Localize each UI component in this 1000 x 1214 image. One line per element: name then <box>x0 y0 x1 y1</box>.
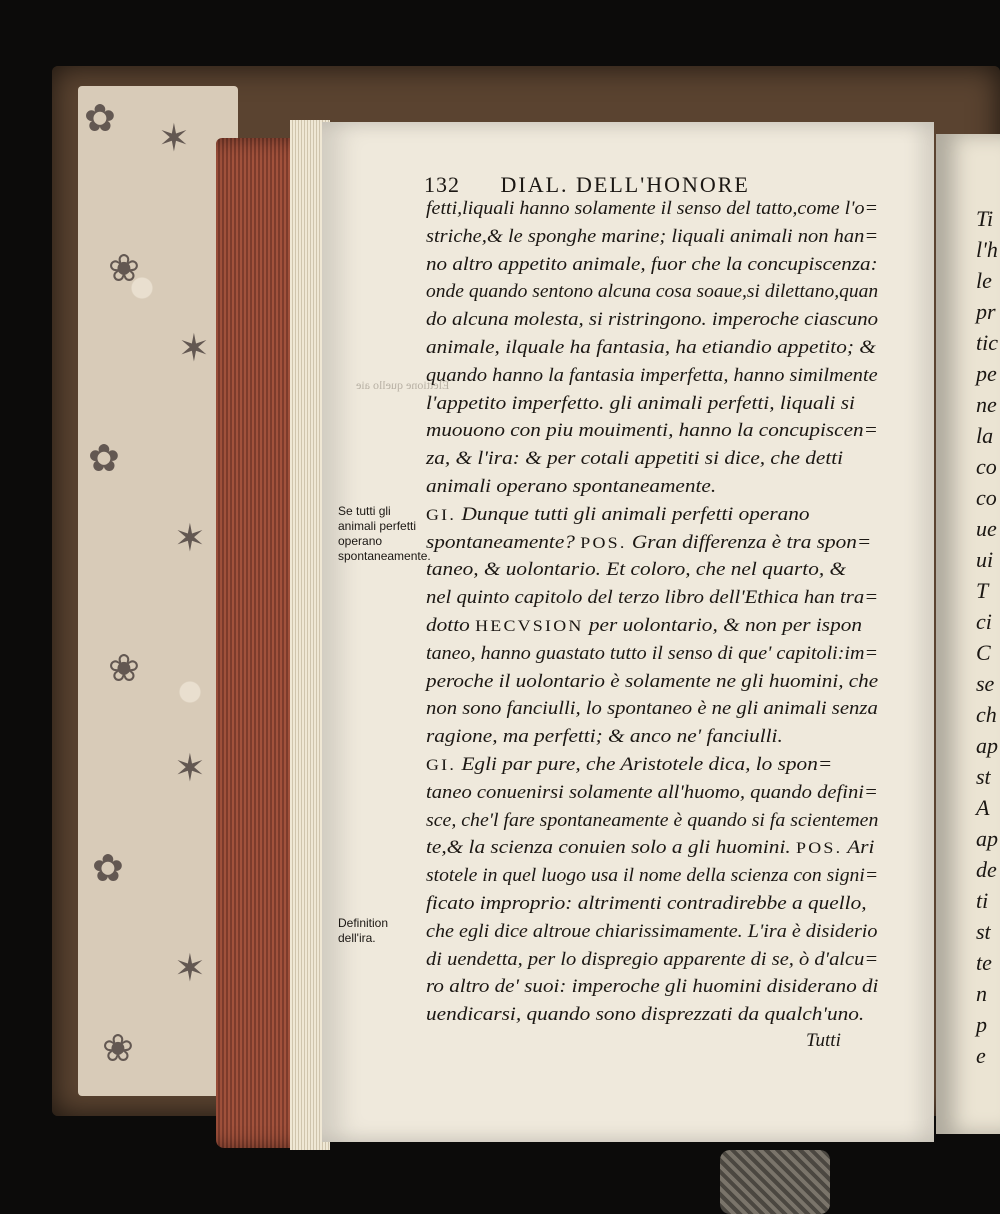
facing-fragment: ne <box>976 392 997 417</box>
facing-fragment: de <box>976 857 997 882</box>
facing-fragment: l'h <box>976 237 998 262</box>
text-line: che egli dice altroue chiarissimamente. L'ira è disiderio <box>426 920 878 942</box>
facing-fragment: Ti <box>976 206 994 231</box>
text-line: te,& la scienza conuien solo a gli huomini. POS. Ari <box>426 837 875 859</box>
text-line: ragione, ma perfetti; & anco ne' fanciulli. <box>426 726 783 748</box>
flower-motif-icon: ✿ <box>92 846 124 890</box>
text-line: nel quinto capitolo del terzo libro dell'Ethica han tra= <box>426 587 879 609</box>
facing-fragment: ch <box>976 702 997 727</box>
star-motif-icon: ✶ <box>174 516 206 560</box>
facing-fragment: le <box>976 268 992 293</box>
text-line: uendicarsi, quando sono disprezzati da qualch'uno. <box>426 1004 865 1026</box>
text-line: GI. Egli par pure, che Aristotele dica, lo spon= <box>426 754 833 775</box>
text-line: muouono con piu mouimenti, hanno la concupiscen= <box>426 420 878 442</box>
facing-fragment: st <box>976 764 991 789</box>
text-line: di uendetta, per lo dispregio apparente di se, ò d'alcu= <box>426 948 879 970</box>
flower-motif-icon: ❀ <box>108 646 140 690</box>
text-line: onde quando sentono alcuna cosa soaue,si dilettano,quan <box>426 281 879 303</box>
facing-fragment: A <box>976 795 990 820</box>
text-line: animali operano spontaneamente. <box>426 476 717 497</box>
star-motif-icon: ✶ <box>158 116 190 160</box>
running-head <box>424 172 844 198</box>
facing-fragment: ap <box>976 733 998 758</box>
facing-fragment: n <box>976 981 987 1006</box>
facing-fragment: se <box>976 671 995 696</box>
text-line: no altro appetito animale, fuor che la concupiscenza: <box>426 253 878 275</box>
text-line: l'appetito imperfetto. gli animali perfetti, liquali si <box>426 392 855 414</box>
text-line: animale, ilquale ha fantasia, ha etiandio appetito; & <box>426 337 876 358</box>
margin-note: Definition dell'ira. <box>338 916 389 945</box>
facing-fragment: T <box>976 578 989 603</box>
facing-fragment: ui <box>976 547 994 572</box>
facing-fragment: C <box>976 640 991 665</box>
text-line: GI. Dunque tutti gli animali perfetti operano <box>426 503 810 525</box>
facing-fragment: la <box>976 423 994 448</box>
star-motif-icon: ✶ <box>174 946 206 990</box>
facing-fragment: ci <box>976 609 992 634</box>
text-line: peroche il uolontario è solamente ne gli huomini, che <box>426 670 879 692</box>
text-line: taneo, hanno guastato tutto il senso di que' capitoli:im= <box>426 642 879 664</box>
facing-fragment: p <box>976 1012 987 1037</box>
text-line: dotto HECVSION per uolontario, & non per ispon <box>426 615 863 636</box>
page-number: 132 <box>424 172 460 197</box>
text-line: do alcuna molesta, si ristringono. imperoche ciascuno <box>426 309 879 331</box>
facing-fragment: co <box>976 485 997 510</box>
facing-fragment: pe <box>976 361 997 386</box>
facing-fragment: te <box>976 950 992 975</box>
facing-page <box>936 134 1000 1134</box>
facing-fragment: e <box>976 1043 986 1068</box>
running-title: DIAL. DELL'HONORE <box>500 172 750 197</box>
facing-fragment: tic <box>976 330 998 355</box>
text-line: non sono fanciulli, lo spontaneo è ne gli animali senza <box>426 698 878 720</box>
flower-motif-icon: ❀ <box>108 246 140 290</box>
star-motif-icon: ✶ <box>178 326 210 370</box>
facing-fragment: co <box>976 454 997 479</box>
facing-fragment: ti <box>976 888 989 913</box>
facing-fragment: ap <box>976 826 998 851</box>
facing-fragment: st <box>976 919 991 944</box>
text-line: striche,& le sponghe marine; liquali animali non han= <box>426 225 879 247</box>
flower-motif-icon: ✿ <box>88 436 120 480</box>
text-line: taneo, & uolontario. Et coloro, che nel quarto, & <box>426 559 847 581</box>
margin-note: Se tutti gli animali perfetti operano spontaneamente. <box>338 504 431 563</box>
flower-motif-icon: ❀ <box>102 1026 134 1070</box>
text-line: spontaneamente? POS. Gran differenza è tra spon= <box>426 531 872 553</box>
text-line: za, & l'ira: & per cotali appetiti si dice, che detti <box>426 448 844 470</box>
catchword: Tutti <box>806 1030 841 1051</box>
text-line: taneo conuenirsi solamente all'huomo, quando defini= <box>426 781 878 803</box>
marbled-endpaper <box>78 86 238 1096</box>
text-line: fetti,liquali hanno solamente il senso del tatto,come l'o= <box>426 198 879 219</box>
text-line: stotele in quel luogo usa il nome della scienza con signi= <box>426 865 879 887</box>
text-line: ficato improprio: altrimenti contradirebbe a quello, <box>426 893 867 914</box>
show-through-text: Elettione quello aie <box>356 378 450 392</box>
text-line: ro altro de' suoi: imperoche gli huomini disiderano di <box>426 976 879 998</box>
ribbon-bookmark <box>720 1150 830 1214</box>
star-motif-icon: ✶ <box>174 746 206 790</box>
facing-fragment: ue <box>976 516 997 541</box>
flower-motif-icon: ✿ <box>84 96 116 140</box>
text-line: quando hanno la fantasia imperfetta, hanno similmente <box>426 364 878 386</box>
text-line: sce, che'l fare spontaneamente è quando si fa scientemen <box>426 809 879 831</box>
facing-fragment: pr <box>976 299 996 324</box>
